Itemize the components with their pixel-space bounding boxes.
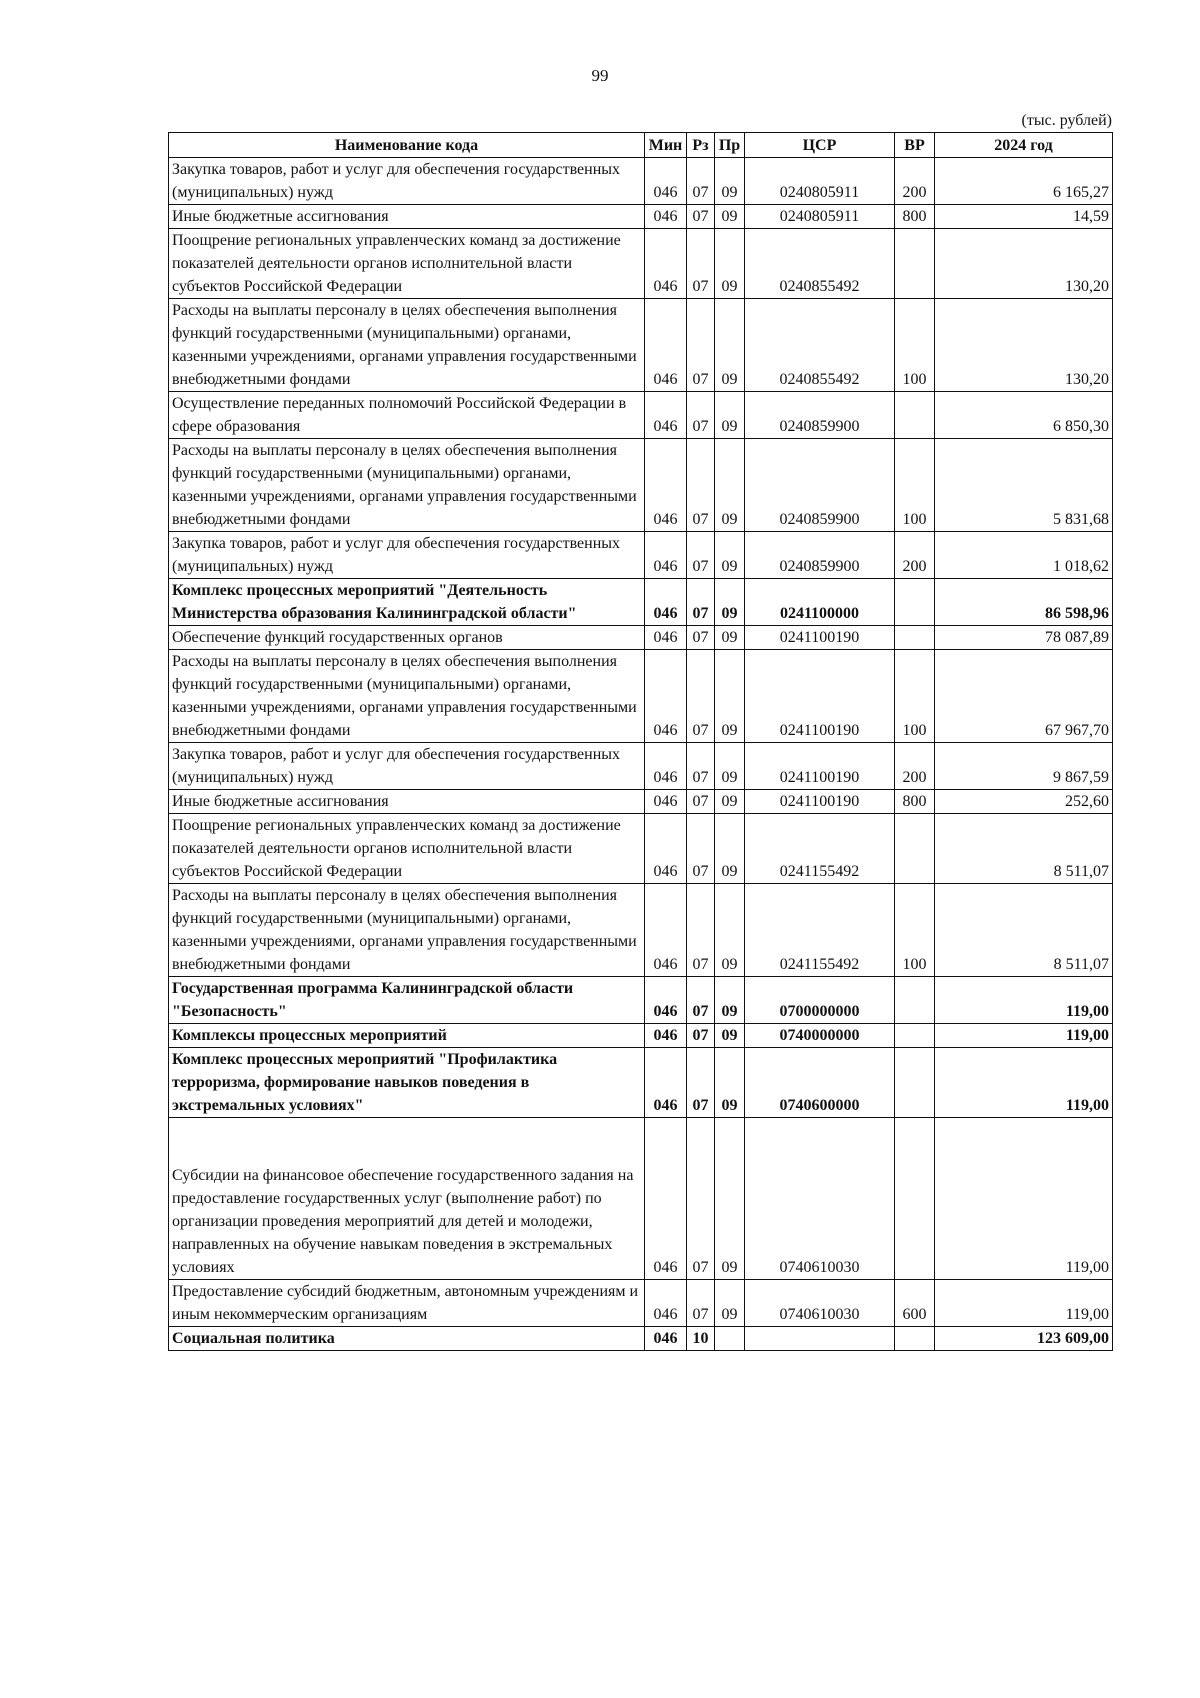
table-row: [169, 229, 1113, 299]
cell-pr: 09: [715, 814, 745, 884]
table-row: [169, 205, 1113, 229]
cell-csr: 0740610030: [745, 1118, 895, 1280]
cell-vr: 100: [895, 299, 935, 392]
cell-pr: 09: [715, 790, 745, 814]
cell-amount: 78 087,89: [935, 626, 1113, 650]
cell-amount: 67 967,70: [935, 650, 1113, 743]
cell-pr: 09: [715, 1048, 745, 1118]
table-row: [169, 1118, 1113, 1280]
cell-name: Иные бюджетные ассигнования: [169, 205, 645, 229]
cell-vr: 200: [895, 158, 935, 205]
cell-csr: 0241155492: [745, 814, 895, 884]
cell-min: 046: [645, 743, 687, 790]
cell-rz: 07: [687, 439, 715, 532]
cell-csr: 0240859900: [745, 392, 895, 439]
table-row: [169, 392, 1113, 439]
cell-amount: 123 609,00: [935, 1327, 1113, 1351]
cell-name: Расходы на выплаты персоналу в целях обеспечения выполнения функций государственными (муниципальными) органами, казенными учреждениями, органами управления государственными внебюджетными фондами: [169, 650, 645, 743]
cell-name: Поощрение региональных управленческих команд за достижение показателей деятельности органов исполнительной власти субъектов Российской Федерации: [169, 229, 645, 299]
cell-name: Расходы на выплаты персоналу в целях обеспечения выполнения функций государственными (муниципальными) органами, казенными учреждениями, органами управления государственными внебюджетными фондами: [169, 884, 645, 977]
cell-name: Закупка товаров, работ и услуг для обеспечения государственных (муниципальных) нужд: [169, 158, 645, 205]
cell-amount: 14,59: [935, 205, 1113, 229]
cell-vr: 200: [895, 532, 935, 579]
cell-name: Закупка товаров, работ и услуг для обеспечения государственных (муниципальных) нужд: [169, 532, 645, 579]
cell-name: Обеспечение функций государственных органов: [169, 626, 645, 650]
cell-rz: 07: [687, 790, 715, 814]
cell-rz: 07: [687, 884, 715, 977]
cell-name: Комплекс процессных мероприятий "Деятельность Министерства образования Калининградской области": [169, 579, 645, 626]
cell-rz: 07: [687, 1118, 715, 1280]
table-row: [169, 977, 1113, 1024]
cell-name: Расходы на выплаты персоналу в целях обеспечения выполнения функций государственными (муниципальными) органами, казенными учреждениями, органами управления государственными внебюджетными фондами: [169, 299, 645, 392]
cell-vr: [895, 814, 935, 884]
cell-amount: 9 867,59: [935, 743, 1113, 790]
cell-rz: 07: [687, 579, 715, 626]
cell-min: 046: [645, 1118, 687, 1280]
table-row: [169, 790, 1113, 814]
cell-amount: 119,00: [935, 1048, 1113, 1118]
cell-pr: 09: [715, 1024, 745, 1048]
cell-csr: 0241100190: [745, 743, 895, 790]
cell-min: 046: [645, 1048, 687, 1118]
cell-csr: 0241100190: [745, 626, 895, 650]
table-row: [169, 884, 1113, 977]
cell-vr: [895, 1048, 935, 1118]
cell-csr: 0240855492: [745, 299, 895, 392]
cell-amount: 6 850,30: [935, 392, 1113, 439]
cell-pr: 09: [715, 650, 745, 743]
cell-pr: 09: [715, 743, 745, 790]
cell-rz: 07: [687, 532, 715, 579]
table-row: [169, 1024, 1113, 1048]
cell-csr: 0240859900: [745, 439, 895, 532]
cell-csr: 0740610030: [745, 1280, 895, 1327]
cell-min: 046: [645, 1280, 687, 1327]
cell-min: 046: [645, 532, 687, 579]
cell-amount: 119,00: [935, 1118, 1113, 1280]
cell-rz: 10: [687, 1327, 715, 1351]
cell-name: Комплекс процессных мероприятий "Профилактика терроризма, формирование навыков поведения в экстремальных условиях": [169, 1048, 645, 1118]
cell-name: Расходы на выплаты персоналу в целях обеспечения выполнения функций государственными (муниципальными) органами, казенными учреждениями, органами управления государственными внебюджетными фондами: [169, 439, 645, 532]
table-row: [169, 1280, 1113, 1327]
header-pr: Пр: [715, 133, 745, 158]
cell-amount: 8 511,07: [935, 814, 1113, 884]
cell-rz: 07: [687, 229, 715, 299]
table-row: [169, 1048, 1113, 1118]
cell-rz: 07: [687, 977, 715, 1024]
cell-vr: 200: [895, 743, 935, 790]
cell-pr: 09: [715, 1118, 745, 1280]
cell-amount: 1 018,62: [935, 532, 1113, 579]
cell-min: 046: [645, 650, 687, 743]
table-row: [169, 579, 1113, 626]
cell-vr: [895, 1327, 935, 1351]
cell-pr: 09: [715, 299, 745, 392]
cell-csr: 0240805911: [745, 158, 895, 205]
cell-vr: [895, 1024, 935, 1048]
cell-pr: 09: [715, 205, 745, 229]
table-row: [169, 299, 1113, 392]
cell-csr: 0740000000: [745, 1024, 895, 1048]
cell-amount: 119,00: [935, 1024, 1113, 1048]
cell-min: 046: [645, 229, 687, 299]
cell-rz: 07: [687, 626, 715, 650]
table-row: [169, 532, 1113, 579]
cell-name: Комплексы процессных мероприятий: [169, 1024, 645, 1048]
cell-rz: 07: [687, 299, 715, 392]
cell-pr: [715, 1327, 745, 1351]
cell-pr: 09: [715, 579, 745, 626]
cell-csr: 0240855492: [745, 229, 895, 299]
unit-label: (тыс. рублей): [1021, 112, 1112, 129]
header-min: Мин: [645, 133, 687, 158]
cell-min: 046: [645, 814, 687, 884]
cell-vr: 100: [895, 650, 935, 743]
header-rz: Рз: [687, 133, 715, 158]
cell-csr: 0241155492: [745, 884, 895, 977]
cell-vr: 800: [895, 205, 935, 229]
cell-name: Предоставление субсидий бюджетным, автономным учреждениям и иным некоммерческим организациям: [169, 1280, 645, 1327]
cell-amount: 130,20: [935, 229, 1113, 299]
page-number: 99: [591, 66, 609, 85]
cell-min: 046: [645, 977, 687, 1024]
cell-vr: [895, 626, 935, 650]
cell-name: Осуществление переданных полномочий Российской Федерации в сфере образования: [169, 392, 645, 439]
cell-min: 046: [645, 158, 687, 205]
cell-pr: 09: [715, 626, 745, 650]
cell-rz: 07: [687, 1048, 715, 1118]
cell-pr: 09: [715, 1280, 745, 1327]
cell-pr: 09: [715, 532, 745, 579]
cell-amount: 130,20: [935, 299, 1113, 392]
cell-amount: 5 831,68: [935, 439, 1113, 532]
cell-amount: 86 598,96: [935, 579, 1113, 626]
cell-amount: 8 511,07: [935, 884, 1113, 977]
cell-pr: 09: [715, 392, 745, 439]
table-row: [169, 814, 1113, 884]
cell-csr: [745, 1327, 895, 1351]
cell-csr: 0241100190: [745, 790, 895, 814]
cell-min: 046: [645, 626, 687, 650]
cell-csr: 0240859900: [745, 532, 895, 579]
table-row: [169, 743, 1113, 790]
cell-csr: 0241100190: [745, 650, 895, 743]
cell-name: Иные бюджетные ассигнования: [169, 790, 645, 814]
cell-vr: [895, 229, 935, 299]
cell-csr: 0700000000: [745, 977, 895, 1024]
cell-min: 046: [645, 299, 687, 392]
table-row: [169, 158, 1113, 205]
cell-pr: 09: [715, 884, 745, 977]
cell-amount: 119,00: [935, 977, 1113, 1024]
cell-vr: [895, 392, 935, 439]
cell-min: 046: [645, 439, 687, 532]
cell-min: 046: [645, 884, 687, 977]
cell-csr: 0240805911: [745, 205, 895, 229]
cell-pr: 09: [715, 977, 745, 1024]
cell-name: Поощрение региональных управленческих команд за достижение показателей деятельности органов исполнительной власти субъектов Российской Федерации: [169, 814, 645, 884]
cell-csr: 0241100000: [745, 579, 895, 626]
cell-amount: 6 165,27: [935, 158, 1113, 205]
table-row: [169, 626, 1113, 650]
cell-rz: 07: [687, 743, 715, 790]
cell-min: 046: [645, 392, 687, 439]
cell-min: 046: [645, 1327, 687, 1351]
cell-vr: [895, 579, 935, 626]
cell-vr: 100: [895, 884, 935, 977]
cell-name: Закупка товаров, работ и услуг для обеспечения государственных (муниципальных) нужд: [169, 743, 645, 790]
cell-rz: 07: [687, 1024, 715, 1048]
cell-vr: 100: [895, 439, 935, 532]
budget-table: [168, 132, 1113, 1351]
cell-pr: 09: [715, 158, 745, 205]
cell-amount: 252,60: [935, 790, 1113, 814]
cell-rz: 07: [687, 205, 715, 229]
cell-vr: [895, 1118, 935, 1280]
cell-min: 046: [645, 579, 687, 626]
cell-vr: 800: [895, 790, 935, 814]
cell-name: Социальная политика: [169, 1327, 645, 1351]
cell-amount: 119,00: [935, 1280, 1113, 1327]
cell-min: 046: [645, 790, 687, 814]
table-row: [169, 439, 1113, 532]
cell-vr: 600: [895, 1280, 935, 1327]
cell-pr: 09: [715, 439, 745, 532]
cell-csr: 0740600000: [745, 1048, 895, 1118]
cell-min: 046: [645, 1024, 687, 1048]
cell-pr: 09: [715, 229, 745, 299]
header-year: 2024 год: [935, 133, 1113, 158]
cell-rz: 07: [687, 650, 715, 743]
cell-rz: 07: [687, 158, 715, 205]
cell-rz: 07: [687, 1280, 715, 1327]
table-row: [169, 650, 1113, 743]
header-vr: ВР: [895, 133, 935, 158]
cell-min: 046: [645, 205, 687, 229]
cell-rz: 07: [687, 392, 715, 439]
cell-name: Государственная программа Калининградской области "Безопасность": [169, 977, 645, 1024]
header-csr: ЦСР: [745, 133, 895, 158]
table-row: [169, 1327, 1113, 1351]
cell-name: Субсидии на финансовое обеспечение государственного задания на предоставление государственных услуг (выполнение работ) по организации проведения мероприятий для детей и молодежи, направленных на обучение навыкам поведения в экстремальных условиях: [169, 1118, 645, 1280]
header-name: Наименование кода: [169, 133, 645, 158]
cell-vr: [895, 977, 935, 1024]
cell-rz: 07: [687, 814, 715, 884]
table-header-row: [169, 133, 1113, 158]
